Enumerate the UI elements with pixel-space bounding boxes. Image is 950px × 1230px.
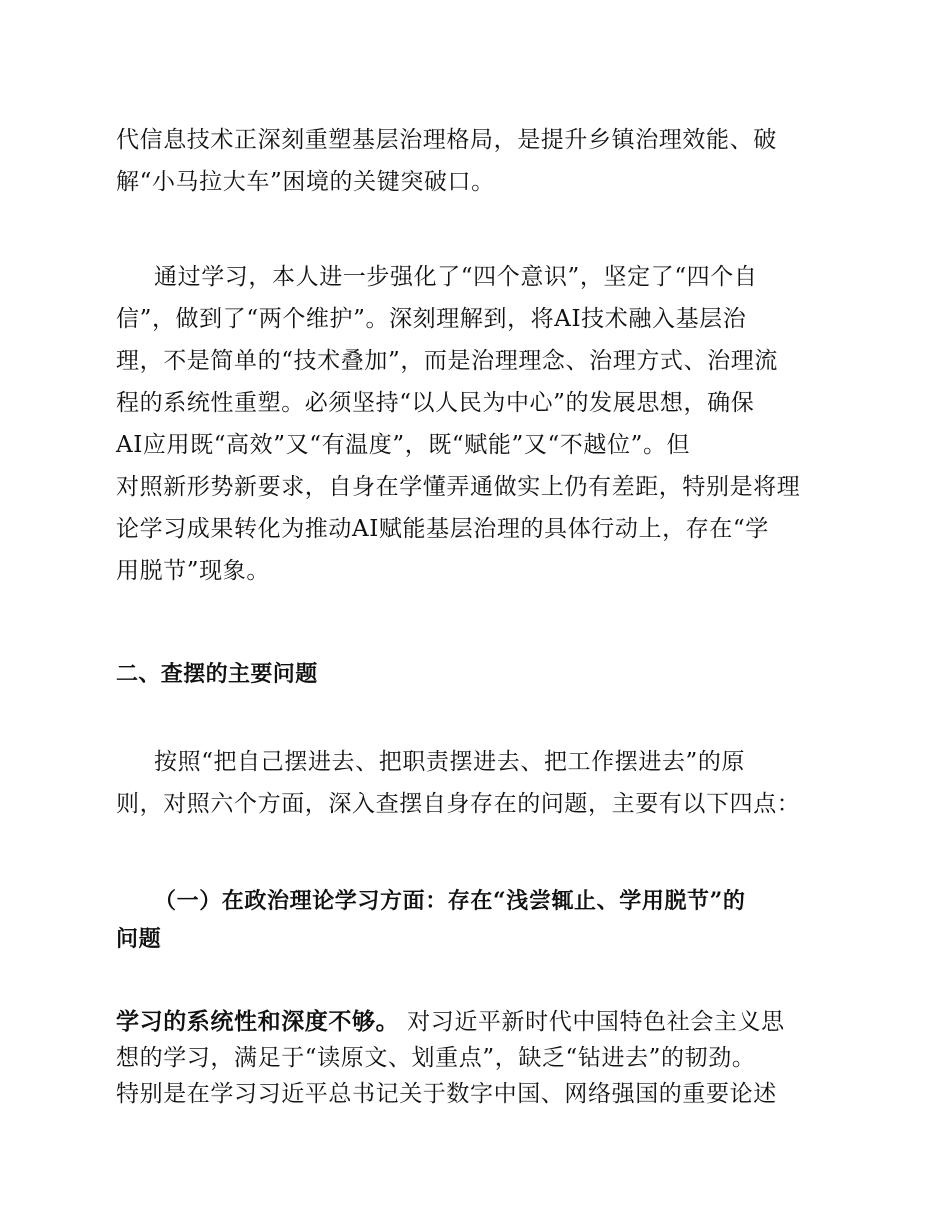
text-segment: 对习近平新时代中国特色社会主义思 bbox=[399, 1009, 785, 1035]
text-line: 通过学习，本人进一步强化了“四个意识”，坚定了“四个自 bbox=[154, 264, 758, 290]
text-line: 对照新形势新要求，自身在学懂弄通做实上仍有差距，特别是将理 bbox=[116, 474, 801, 500]
subsection-heading bbox=[116, 882, 836, 958]
paragraph-study-reflection bbox=[116, 256, 836, 592]
text-line: 信”，做到了“两个维护”。深刻理解到，将AI技术融入基层治 bbox=[116, 306, 747, 332]
paragraph-intro-problems bbox=[116, 741, 836, 825]
text-line: 用脱节”现象。 bbox=[116, 558, 270, 584]
text-line: 程的系统性重塑。必须坚持“以人民为中心”的发展思想，确保 bbox=[116, 390, 755, 416]
paragraph-continuation bbox=[116, 119, 836, 203]
lead-sentence: 学习的系统性和深度不够。 bbox=[116, 1008, 400, 1035]
text-line: 特别是在学习习近平总书记关于数字中国、网络强国的重要论述 bbox=[116, 1081, 777, 1107]
heading-text: 二、查摆的主要问题 bbox=[116, 662, 318, 687]
text-line: 解“小马拉大车”困境的关键突破口。 bbox=[116, 169, 495, 195]
text-line: 论学习成果转化为推动AI赋能基层治理的具体行动上，存在“学 bbox=[116, 516, 769, 542]
section-heading bbox=[116, 654, 836, 696]
text-line: 按照“把自己摆进去、把职责摆进去、把工作摆进去”的原 bbox=[154, 749, 746, 775]
subheading-line: 问题 bbox=[116, 926, 162, 952]
subheading-line: （一）在政治理论学习方面：存在“浅尝辄止、学用脱节”的 bbox=[154, 888, 746, 914]
text-line: 代信息技术正深刻重塑基层治理格局，是提升乡镇治理效能、破 bbox=[116, 127, 777, 153]
text-line: 理，不是简单的“技术叠加”，而是治理理念、治理方式、治理流 bbox=[116, 348, 778, 374]
paragraph-study-depth bbox=[116, 1004, 836, 1112]
text-line: AI应用既“高效”又“有温度”，既“赋能”又“不越位”。但 bbox=[116, 432, 691, 458]
text-line bbox=[116, 1004, 836, 1040]
text-line: 想的学习，满足于“读原文、划重点”，缺乏“钻进去”的韧劲。 bbox=[116, 1045, 756, 1071]
text-line: 则，对照六个方面，深入查摆自身存在的问题，主要有以下四点： bbox=[116, 791, 801, 817]
